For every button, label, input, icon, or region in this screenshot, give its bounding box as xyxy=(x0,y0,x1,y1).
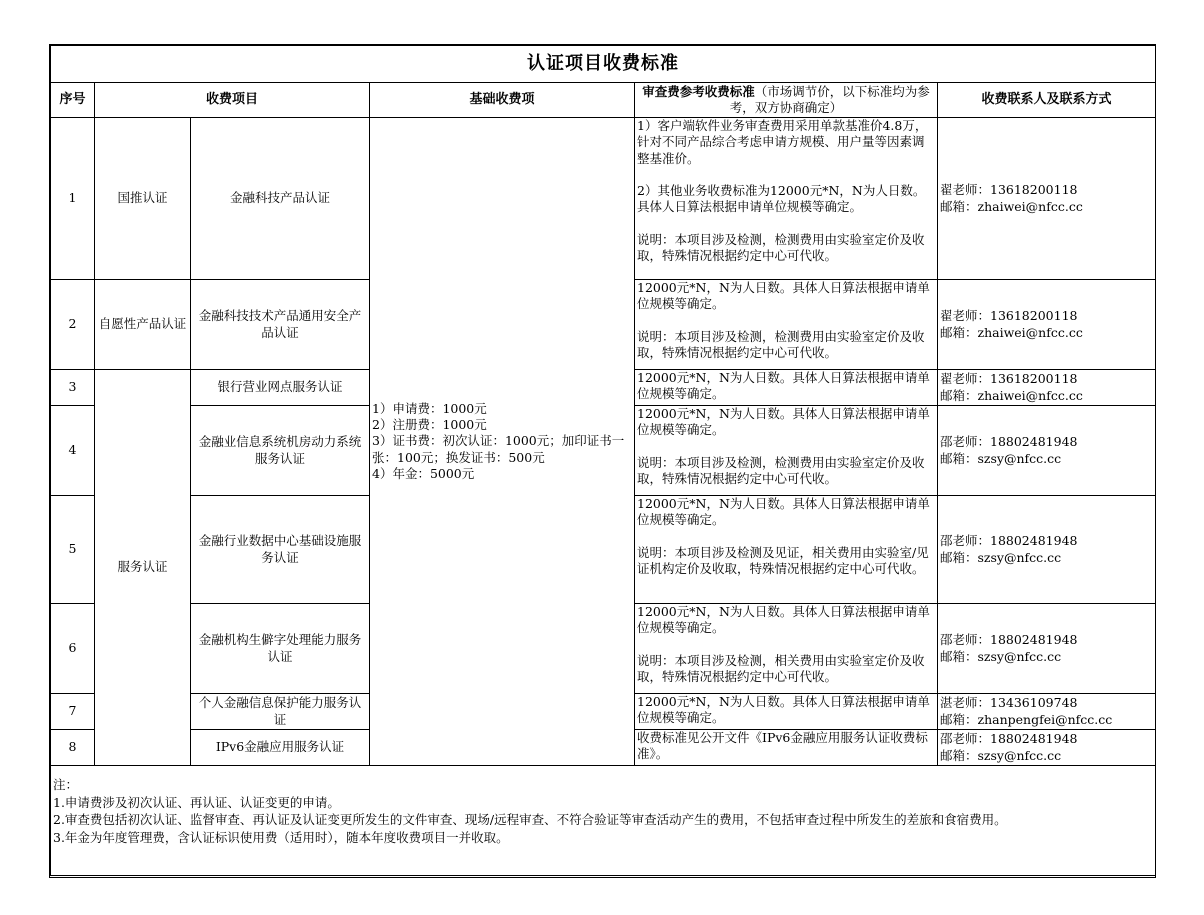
category-national: 国推认证 xyxy=(95,118,191,280)
category-service: 服务认证 xyxy=(95,370,191,766)
item-name: 金融科技产品认证 xyxy=(191,118,370,280)
review-fee-cell: 12000元*N，N为人日数。具体人日算法根据申请单位规模等确定。 xyxy=(635,694,938,730)
header-review-fee-title: 审查费参考收费标准 xyxy=(642,84,755,100)
contact-cell: 邵老师：18802481948 邮箱：szsy@nfcc.cc xyxy=(938,604,1156,694)
review-fee-cell: 12000元*N，N为人日数。具体人日算法根据申请单位规模等确定。 说明：本项目涉及检测及见证，相关费用由实验室/见证机构定价及收取，特殊情况根据约定中心可代收。 xyxy=(635,496,938,604)
contact-cell: 邵老师：18802481948 邮箱：szsy@nfcc.cc xyxy=(938,496,1156,604)
contact-cell: 邵老师：18802481948 邮箱：szsy@nfcc.cc xyxy=(938,406,1156,496)
contact-cell: 翟老师：13618200118 邮箱：zhaiwei@nfcc.cc xyxy=(938,280,1156,370)
item-name: 银行营业网点服务认证 xyxy=(191,370,370,406)
review-fee-cell: 12000元*N，N为人日数。具体人日算法根据申请单位规模等确定。 xyxy=(635,370,938,406)
review-fee-cell: 收费标准见公开文件《IPv6金融应用服务认证收费标准》。 xyxy=(635,730,938,766)
fee-standard-sheet xyxy=(49,44,1156,878)
item-name: 金融科技技术产品通用安全产品认证 xyxy=(191,280,370,370)
contact-cell: 邵老师：18802481948 邮箱：szsy@nfcc.cc xyxy=(938,730,1156,766)
contact-cell: 湛老师：13436109748 邮箱：zhanpengfei@nfcc.cc xyxy=(938,694,1156,730)
item-name: 金融机构生僻字处理能力服务认证 xyxy=(191,604,370,694)
header-contact: 收费联系人及联系方式 xyxy=(938,83,1156,118)
base-fee-cell: 1）申请费：1000元 2）注册费：1000元 3）证书费：初次认证：1000元；加印证书一张：100元；换发证书：500元 4）年金：5000元 xyxy=(370,118,635,766)
review-fee-cell: 1）客户端软件业务审查费用采用单款基准价4.8万，针对不同产品综合考虑申请方规模、用户量等因素调整基准价。 2）其他业务收费标准为12000元*N，N为人日数。具体人日算法根据申请单位规模等确定。 说明：本项目涉及检测，检测费用由实验室定价及收取，特殊情况根据约定中心可代收。 xyxy=(635,118,938,280)
row-seq: 7 xyxy=(51,694,95,730)
table-row xyxy=(51,118,1156,280)
fee-table xyxy=(50,45,1156,876)
category-voluntary: 自愿性产品认证 xyxy=(95,280,191,370)
contact-cell: 翟老师：13618200118 邮箱：zhaiwei@nfcc.cc xyxy=(938,118,1156,280)
review-fee-cell: 12000元*N，N为人日数。具体人日算法根据申请单位规模等确定。 说明：本项目涉及检测，检测费用由实验室定价及收取，特殊情况根据约定中心可代收。 xyxy=(635,280,938,370)
contact-cell: 翟老师：13618200118 邮箱：zhaiwei@nfcc.cc xyxy=(938,370,1156,406)
header-review-fee xyxy=(635,83,938,118)
review-fee-cell: 12000元*N，N为人日数。具体人日算法根据申请单位规模等确定。 说明：本项目涉及检测，检测费用由实验室定价及收取，特殊情况根据约定中心可代收。 xyxy=(635,406,938,496)
header-base-fee: 基础收费项 xyxy=(370,83,635,118)
item-name: 个人金融信息保护能力服务认证 xyxy=(191,694,370,730)
item-name: 金融行业数据中心基础设施服务认证 xyxy=(191,496,370,604)
header-seq: 序号 xyxy=(51,83,95,118)
row-seq: 1 xyxy=(51,118,95,280)
notes: 注： 1.申请费涉及初次认证、再认证、认证变更的申请。 2.审查费包括初次认证、监督审查、再认证及认证变更所发生的文件审查、现场/远程审查、不符合验证等审查活动产生的费用，不包括审查过程中所发生的差旅和食宿费用。 3.年金为年度管理费，含认证标识使用费（适用时），随本年度收费项目一并收取。 xyxy=(51,766,1156,876)
header-review-fee-note: （市场调节价，以下标准均为参考，双方协商确定） xyxy=(729,84,930,115)
header-item: 收费项目 xyxy=(95,83,370,118)
row-seq: 8 xyxy=(51,730,95,766)
review-fee-cell: 12000元*N，N为人日数。具体人日算法根据申请单位规模等确定。 说明：本项目涉及检测，相关费用由实验室定价及收取，特殊情况根据约定中心可代收。 xyxy=(635,604,938,694)
item-name: IPv6金融应用服务认证 xyxy=(191,730,370,766)
item-name: 金融业信息系统机房动力系统服务认证 xyxy=(191,406,370,496)
row-seq: 2 xyxy=(51,280,95,370)
row-seq: 6 xyxy=(51,604,95,694)
row-seq: 3 xyxy=(51,370,95,406)
page-title: 认证项目收费标准 xyxy=(51,46,1156,83)
row-seq: 4 xyxy=(51,406,95,496)
row-seq: 5 xyxy=(51,496,95,604)
